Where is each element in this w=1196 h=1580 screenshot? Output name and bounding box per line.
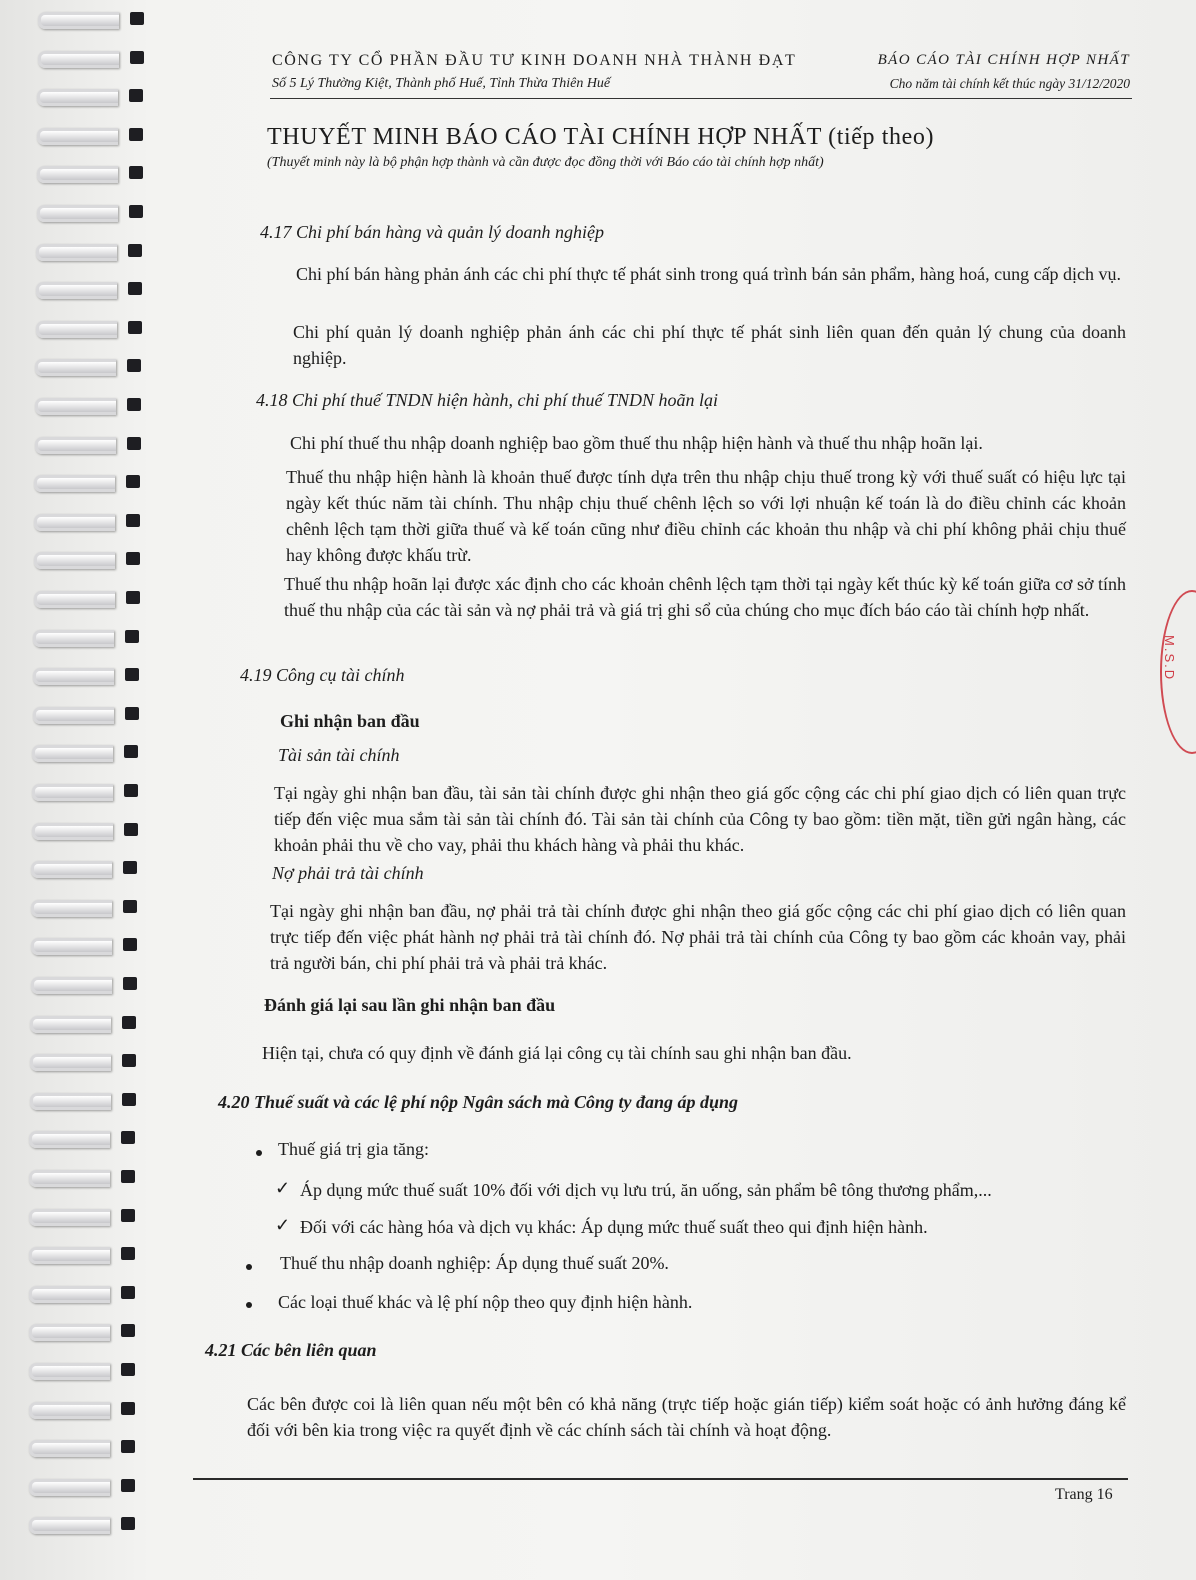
spiral-binding <box>0 0 175 1580</box>
section-4-21-text: Các bên được coi là liên quan nếu một bên có khả năng (trực tiếp hoặc gián tiếp) kiểm soát hoặc có ảnh hưởng đáng kể đối với bên kia trong việc ra quyết định về các chính sách tài chính và hoạt động. <box>247 1394 1126 1440</box>
binding-ring <box>29 1286 147 1301</box>
page-number: Trang 16 <box>1055 1486 1113 1503</box>
binding-ring <box>37 128 155 143</box>
other-taxes: Các loại thuế khác và lệ phí nộp theo quy định hiện hành. <box>278 1292 693 1312</box>
section-4-18-para-3: Thuế thu nhập hoãn lại được xác định cho các khoản chênh lệch tạm thời tại ngày kết thúc kỳ kế toán giữa cơ sở tính thuế thu nhập của các tài sản và nợ phải trả và giá trị ghi sổ của chúng cho mục đích báo cáo tài chính hợp nhất. <box>284 574 1126 620</box>
revaluation-heading: Đánh giá lại sau lần ghi nhận ban đầu <box>264 995 556 1015</box>
checkmark-icon: ✓ <box>275 1215 291 1235</box>
checkmark-icon: ✓ <box>275 1178 291 1198</box>
binding-ring <box>29 1247 147 1262</box>
section-4-17-heading: 4.17 Chi phí bán hàng và quản lý doanh nghiệp <box>260 222 604 242</box>
stamp-text: M.S.D <box>1162 635 1177 682</box>
financial-liabilities-heading: Nợ phải trả tài chính <box>272 863 424 883</box>
header-right <box>800 52 1130 92</box>
binding-ring <box>29 1479 147 1494</box>
binding-ring <box>33 668 151 683</box>
bullet-icon <box>246 1264 252 1270</box>
binding-ring <box>29 1363 147 1378</box>
binding-ring <box>38 12 156 27</box>
vat-label: Thuế giá trị gia tăng: <box>278 1139 429 1159</box>
binding-ring <box>29 1170 147 1185</box>
bullet-icon <box>246 1302 252 1308</box>
binding-ring <box>33 707 151 722</box>
vat-item-2: Đối với các hàng hóa và dịch vụ khác: Áp dụng mức thuế suất theo qui định hiện hành. <box>300 1217 928 1237</box>
binding-ring <box>36 282 154 297</box>
report-period: Cho năm tài chính kết thúc ngày 31/12/2020 <box>889 76 1130 91</box>
binding-ring <box>30 1093 148 1108</box>
binding-ring <box>34 475 152 490</box>
binding-ring <box>35 359 153 374</box>
binding-ring <box>37 205 155 220</box>
financial-assets-heading: Tài sản tài chính <box>278 745 400 765</box>
revaluation-text: Hiện tại, chưa có quy định về đánh giá lại công cụ tài chính sau ghi nhận ban đầu. <box>262 1043 852 1063</box>
company-name: CÔNG TY CỔ PHẦN ĐẦU TƯ KINH DOANH NHÀ THÀNH ĐẠT <box>272 52 797 69</box>
header-left <box>272 52 812 92</box>
binding-ring <box>35 437 153 452</box>
binding-ring <box>30 1054 148 1069</box>
binding-ring <box>29 1209 147 1224</box>
binding-ring <box>32 745 150 760</box>
section-4-17-para-2: Chi phí quản lý doanh nghiệp phản ánh các chi phí thực tế phát sinh liên quan đến quản lý chung của doanh nghiệp. <box>293 322 1126 368</box>
binding-ring <box>31 938 149 953</box>
binding-ring <box>34 591 152 606</box>
bullet-icon <box>256 1150 262 1156</box>
financial-assets-text: Tại ngày ghi nhận ban đầu, tài sản tài chính được ghi nhận theo giá gốc cộng các chi phí giao dịch có liên quan trực tiếp đến việc mua sắm tài sản tài chính đó. Tài sản tài chính của Công ty bao gồm: tiền mặt, tiền gửi ngân hàng, các khoản phải thu về cho vay, phải thu khách hàng và phải thu khác. <box>274 783 1126 855</box>
binding-ring <box>32 823 150 838</box>
binding-ring <box>34 552 152 567</box>
section-4-20-heading: 4.20 Thuế suất và các lệ phí nộp Ngân sách mà Công ty đang áp dụng <box>218 1092 739 1112</box>
initial-recognition-heading: Ghi nhận ban đầu <box>280 711 420 731</box>
binding-ring <box>36 321 154 336</box>
report-name: BÁO CÁO TÀI CHÍNH HỢP NHẤT <box>877 52 1130 68</box>
section-4-17-para-1: Chi phí bán hàng phản ánh các chi phí thực tế phát sinh trong quá trình bán sản phẩm, hàng hoá, cung cấp dịch vụ. <box>296 264 1122 284</box>
binding-ring <box>37 166 155 181</box>
binding-ring <box>30 1016 148 1031</box>
binding-ring <box>29 1517 147 1532</box>
section-4-18-heading: 4.18 Chi phí thuế TNDN hiện hành, chi phí thuế TNDN hoãn lại <box>256 390 719 410</box>
binding-ring <box>29 1131 147 1146</box>
page-title: THUYẾT MINH BÁO CÁO TÀI CHÍNH HỢP NHẤT (tiếp theo) <box>267 124 935 150</box>
binding-ring <box>29 1402 147 1417</box>
binding-ring <box>37 89 155 104</box>
section-4-21-heading: 4.21 Các bên liên quan <box>205 1340 377 1360</box>
section-4-18-para-1: Chi phí thuế thu nhập doanh nghiệp bao gồm thuế thu nhập hiện hành và thuế thu nhập hoãn lại. <box>290 433 983 453</box>
binding-ring <box>35 398 153 413</box>
section-4-18-para-2: Thuế thu nhập hiện hành là khoản thuế được tính dựa trên thu nhập chịu thuế trong kỳ với thuế suất có hiệu lực tại ngày kết thúc năm tài chính. Thu nhập chịu thuế chênh lệch so với lợi nhuận kế toán là do điều chỉnh các khoản chênh lệch tạm thời giữa thuế và kế toán cũng như điều chỉnh các khoản thu nhập và chi phí không phải chịu thuế hay không được khấu trừ. <box>286 467 1126 565</box>
financial-liabilities-text: Tại ngày ghi nhận ban đầu, nợ phải trả tài chính được ghi nhận theo giá gốc cộng các chi phí giao dịch có liên quan trực tiếp đến việc phát hành nợ phải trả tài chính đó. Nợ phải trả tài chính của Công ty bao gồm các khoản vay, phải trả người bán, chi phí phải trả và phải trả khác. <box>270 901 1126 973</box>
header-divider <box>270 98 1132 99</box>
vat-item-1: Áp dụng mức thuế suất 10% đối với dịch vụ lưu trú, ăn uống, sản phẩm bê tông thương phẩm,... <box>300 1180 992 1200</box>
section-4-19-heading: 4.19 Công cụ tài chính <box>240 665 405 685</box>
binding-ring <box>34 514 152 529</box>
page-subtitle: (Thuyết minh này là bộ phận hợp thành và cần được đọc đồng thời với Báo cáo tài chính hợp nhất) <box>267 155 824 170</box>
cit-rate: Thuế thu nhập doanh nghiệp: Áp dụng thuế suất 20%. <box>280 1253 669 1273</box>
binding-ring <box>29 1324 147 1339</box>
binding-ring <box>31 861 149 876</box>
binding-ring <box>29 1440 147 1455</box>
binding-ring <box>32 784 150 799</box>
footer-divider <box>193 1478 1128 1480</box>
company-address: Số 5 Lý Thường Kiệt, Thành phố Huế, Tỉnh Thừa Thiên Huế <box>272 76 611 91</box>
binding-ring <box>33 630 151 645</box>
binding-ring <box>31 900 149 915</box>
binding-ring <box>38 51 156 66</box>
binding-ring <box>31 977 149 992</box>
binding-ring <box>36 244 154 259</box>
